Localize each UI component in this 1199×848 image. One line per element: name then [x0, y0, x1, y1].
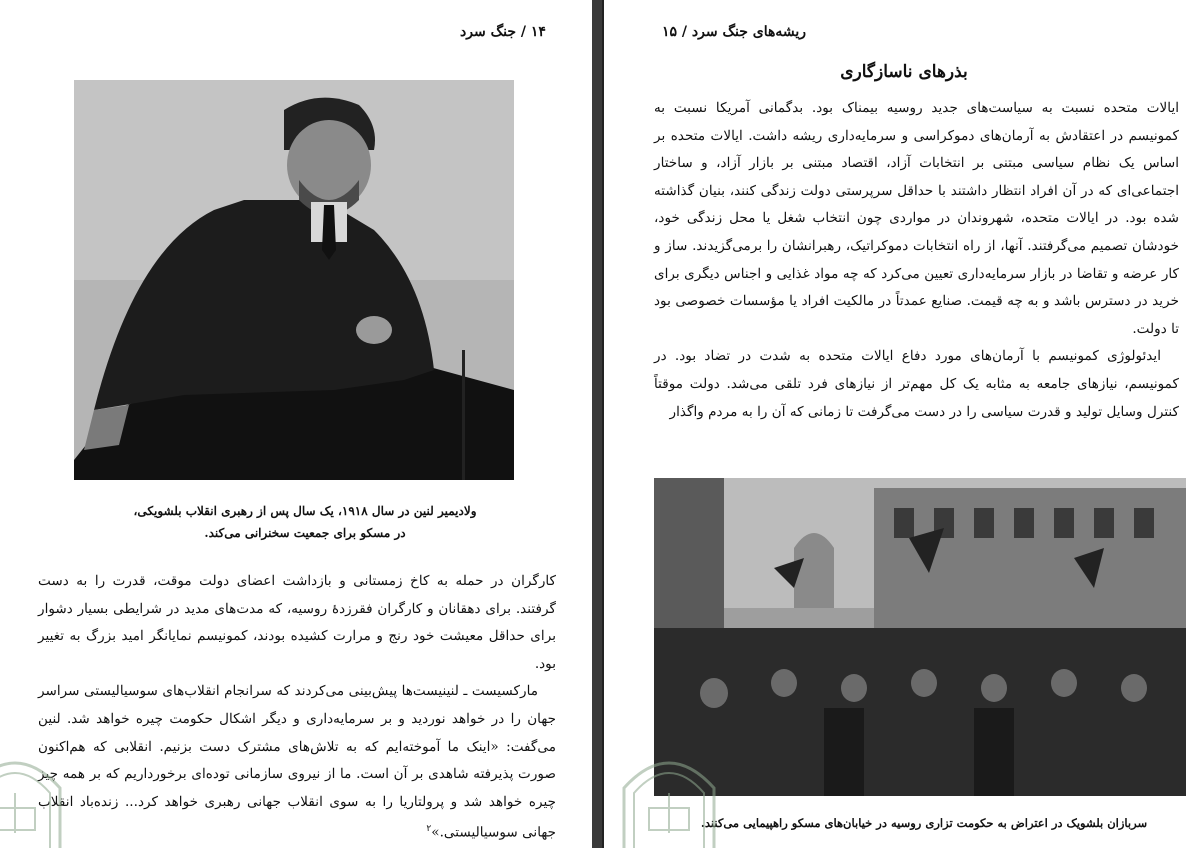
lenin-caption-line2: در مسکو برای جمعیت سخنرانی می‌کند. [204, 526, 406, 540]
left-body-text [38, 568, 556, 847]
right-paragraph-2: ایدئولوژی کمونیسم با آرمان‌های مورد دفاع ایالات متحده به شدت در تضاد بود. در کمونیسم، نیازهای جامعه به مثابه یک کل مهم‌تر از نیازهای فرد تلقی می‌شد. دولت موقتاً کنترل وسایل تولید و قدرت سیاسی را در دست می‌گرفت تا زمانی که آن را به مردم واگذار [654, 348, 1179, 420]
lenin-photo [74, 80, 514, 480]
lenin-photo-caption [90, 500, 520, 544]
right-body-text [654, 95, 1179, 426]
footnote-marker: ۲ [426, 824, 432, 835]
right-paragraph-1: ایالات متحده نسبت به سیاست‌های جدید روسیه بیمناک بود. بدگمانی آمریکا نسبت به کمونیسم در اعتقادش به آرمان‌های دموکراسی و سرمایه‌داری ریشه داشت. ایالات متحده بر اساس یک نظام سیاسی مبتنی بر انتخابات آزاد، اقتصاد مبتنی بر بازار آزاد، و ساختار اجتماعی‌ای که در آن افراد انتظار داشتند با حداقل سرپرستی دولت زندگی کنند، بنیان گذاشته شده بود. در ایالات متحده، شهروندان در مواردی چون انتخاب شغل یا محل زندگی خود، خودشان تصمیم می‌گرفتند. آنها، از راه انتخابات دموکراتیک، رهبرانشان را برمی‌گزیدند. ساز و کار عرضه و تقاضا در بازار سرمایه‌داری تعیین می‌کرد که چه مواد غذایی و اجناس دیگری برای خرید در دسترس باشد و به چه قیمت. صنایع عمدتاً در مالکیت افراد یا مؤسسات خصوصی بود تا دولت. [654, 100, 1179, 337]
left-paragraph-2 [38, 678, 556, 847]
left-running-head: ۱۴ / جنگ سرد [460, 24, 546, 40]
section-heading: بذرهای ناسازگاری [840, 62, 968, 82]
right-running-head: ریشه‌های جنگ سرد / ۱۵ [662, 24, 807, 40]
library-stamp-icon [614, 738, 724, 848]
book-gutter [592, 0, 604, 848]
lenin-caption-line1: ولادیمیر لنین در سال ۱۹۱۸، یک سال پس از رهبری انقلاب بلشویکی، [133, 504, 477, 518]
right-page [604, 0, 1199, 848]
left-paragraph-2-text: مارکسیست ـ لنینیست‌ها پیش‌بینی می‌کردند که سرانجام انقلاب‌های سوسیالیستی سراسر جهان را در خواهد نوردید و بر سرمایه‌داری و دیگر اشکال حکومت چیره خواهد شد. لنین می‌گفت: «اینک ما آموخته‌ایم که به تلاش‌های مشترک دست بزنیم. انقلابی که هم‌اکنون صورت پذیرفته شاهدی بر آن است. ما از نیروی سازمانی توده‌ای برخورداریم که بر همه چیز چیره خواهد شد و پرولتاریا را به سوی انقلاب جهانی رهبری خواهد کرد... زنده‌باد انقلاب جهانی سوسیالیستی.» [38, 683, 556, 841]
left-paragraph-1: کارگران در حمله به کاخ زمستانی و بازداشت اعضای دولت موقت، قدرت را به دست گرفتند. برای دهقانان و کارگران فقرزدهٔ روسیه، که مدت‌های مدید در شرایطی بسیار دشوار برای حداقل معیشت خود رنج و مرارت کشیده بودند، کمونیسم نمایانگر امید بزرگ به تغییر بود. [38, 573, 556, 672]
lenin-photo-illustration [74, 80, 514, 480]
library-stamp-icon [0, 738, 70, 848]
march-photo-illustration [654, 478, 1186, 796]
left-page [0, 0, 592, 848]
march-photo-caption: سربازان بلشویک در اعتراض به حکومت تزاری روسیه در خیابان‌های مسکو راهپیمایی می‌کنند. [700, 816, 1148, 830]
bolshevik-march-photo [654, 478, 1186, 796]
